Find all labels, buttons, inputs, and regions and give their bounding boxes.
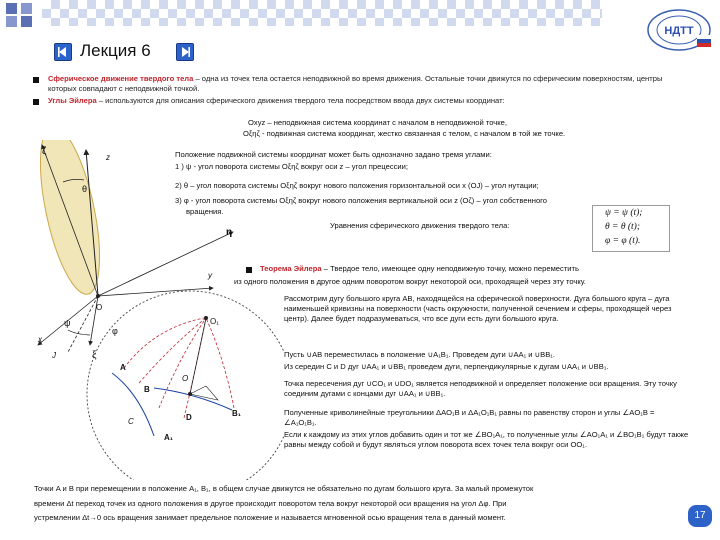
label-eta: η xyxy=(226,227,233,238)
label-B1: B₁ xyxy=(232,409,242,418)
moving-system-text: Oξηζ - подвижная система координат, жестко связанная с телом, с началом в той же точке. xyxy=(243,129,566,138)
arc-AA1 xyxy=(112,373,154,436)
bullet xyxy=(33,99,39,105)
bottom-line-2: времени Δt переход точек из одного положения в другое происходит поворотом тела вокруг некоторой оси вращения на угол Δφ. При xyxy=(34,499,507,508)
proof-paragraph-5: Если к каждому из этих углов добавить один и тот же ∠BO₁A₁, то полученные углы ∠AO₁A₁ и ∠BO₁B₁ будут также равны между собой и будут являться углом поворота всех точек тела вокруг оси OO₁. xyxy=(284,430,689,449)
angle-phi-text-cont: вращения. xyxy=(186,207,224,216)
angle-psi-text: 1 ) ψ - угол поворота системы Oξηζ вокруг оси z – угол прецессии; xyxy=(175,162,409,171)
proof-paragraph-2b: Из середин C и D дуг ∪AA₁ и ∪BB₁ проведем дуги, перпендикулярные к дугам ∪AA₁ и ∪BB₁. xyxy=(284,362,609,371)
proof-paragraph-2a: Пусть ∪AB переместилась в положение ∪A₁B₁. Проведем дуги ∪AA₁ и ∪BB₁. xyxy=(284,350,555,359)
svg-text:НДТТ: НДТТ xyxy=(664,25,694,37)
next-slide-button[interactable] xyxy=(176,43,194,61)
bottom-line-3: устремлении Δt→0 ось вращения занимает предельное положение и называется мгновенной осью вращения тела в данный момент. xyxy=(34,513,506,522)
angle-phi-text: 3) φ - угол поворота системы Oξηζ вокруг нового положения вертикальной оси z (Oζ) – угол собственного xyxy=(175,196,547,205)
proof-paragraph-4: Полученные криволинейные треугольники ΔAO₁B и ΔA₁O₁B₁ равны по равенству сторон и углы ∠AO₁B = ∠A₁O₁B₁. xyxy=(284,408,655,427)
label-psi: ψ xyxy=(64,318,71,328)
label-x: x xyxy=(38,335,42,344)
intro-bullet-2: Углы Эйлера – используются для описания сферического движения твердого тела посредством ввода двух системы координат: xyxy=(48,96,505,105)
angles-intro: Положение подвижной системы координат может быть однозначно задано тремя углами: xyxy=(175,150,492,159)
label-O: O xyxy=(96,303,103,312)
label-phi: φ xyxy=(112,326,118,336)
bottom-line-1: Точки A и B при перемещении в положение A₁, B₁, в общем случае движутся не обязательно по дугам большого круга. За малый промежуток xyxy=(34,484,534,493)
fixed-system-text: Oxyz – неподвижная система координат с началом в неподвижной точке, xyxy=(248,118,508,127)
proof-paragraph-1: Рассмотрим дугу большого круга AB, находящейся на сферической поверхности. Дуга большого круга – дуга наименьшей кривизны на поверхности (часть окружности, полученной сечением и сферы, проходящей через центр). Далее будет подразумеваться, что все дуги есть дуги большого круга. xyxy=(284,294,672,323)
axis-eta xyxy=(98,232,233,296)
checker-pattern xyxy=(42,0,602,26)
label-theta: θ xyxy=(82,184,88,194)
angle-theta-text: 2) θ – угол поворота системы Oξηζ вокруг нового положения горизонтальной оси x (OJ) – угол нутации; xyxy=(175,181,539,190)
triangle-marker xyxy=(190,386,218,400)
arc-red-2 xyxy=(139,318,206,383)
point-O1 xyxy=(204,316,208,320)
sphere-arcs-figure xyxy=(84,288,284,480)
euler-theorem-line2: из одного положения в другое одним поворотом вокруг некоторой оси, проходящей через эту точку. xyxy=(234,277,586,286)
lecture-title: Лекция 6 xyxy=(80,41,151,60)
label-y: y xyxy=(208,271,212,280)
arc-red-5 xyxy=(206,318,234,408)
label-xi: ξ xyxy=(92,350,97,361)
page-number: 17 xyxy=(688,505,712,527)
corner-square xyxy=(6,16,17,27)
label-A1: A₁ xyxy=(164,433,174,442)
label-zeta: ζ xyxy=(42,146,47,157)
equations-title: Уравнения сферического движения твердого тела: xyxy=(330,221,510,230)
label-D: D xyxy=(186,413,192,422)
equations-box xyxy=(592,205,670,252)
label-z: z xyxy=(106,153,110,162)
equation-theta: θ = θ (t); xyxy=(605,222,640,232)
bullet xyxy=(33,77,39,83)
label-O1: O₁ xyxy=(210,317,219,326)
corner-square xyxy=(21,16,32,27)
equation-psi: ψ = ψ (t); xyxy=(605,208,643,218)
label-A: A xyxy=(120,363,126,372)
intro-bullet-1: Сферическое движение твердого тела – одна из точек тела остается неподвижной во время движения. Остальные точки движутся по сферическим поверхностям, центры которых совпадают с неподвижной точкой. xyxy=(48,74,663,93)
header-bar xyxy=(0,0,720,30)
label-J: J xyxy=(52,351,56,360)
prev-slide-button[interactable] xyxy=(54,43,72,61)
center-point xyxy=(188,392,192,396)
label-C: C xyxy=(128,417,134,426)
equation-phi: φ = φ (t). xyxy=(605,236,641,246)
corner-square xyxy=(6,3,17,14)
euler-theorem-line1: Теорема Эйлера – Твердое тело, имеющее одну неподвижную точку, можно переместить xyxy=(260,264,579,273)
institution-logo xyxy=(645,5,713,55)
proof-paragraph-3: Точка пересечения дуг ∪CO₁ и ∪DO₁ является неподвижной и определяет положение оси вращения. Эту точку соединим дугами с концами дуг ∪AA₁ и ∪BB₁. xyxy=(284,379,677,398)
sphere-outline xyxy=(87,291,284,480)
corner-square xyxy=(21,3,32,14)
arc-red-1 xyxy=(124,318,204,368)
label-B: B xyxy=(144,385,150,394)
label-O-center: O xyxy=(182,374,189,383)
